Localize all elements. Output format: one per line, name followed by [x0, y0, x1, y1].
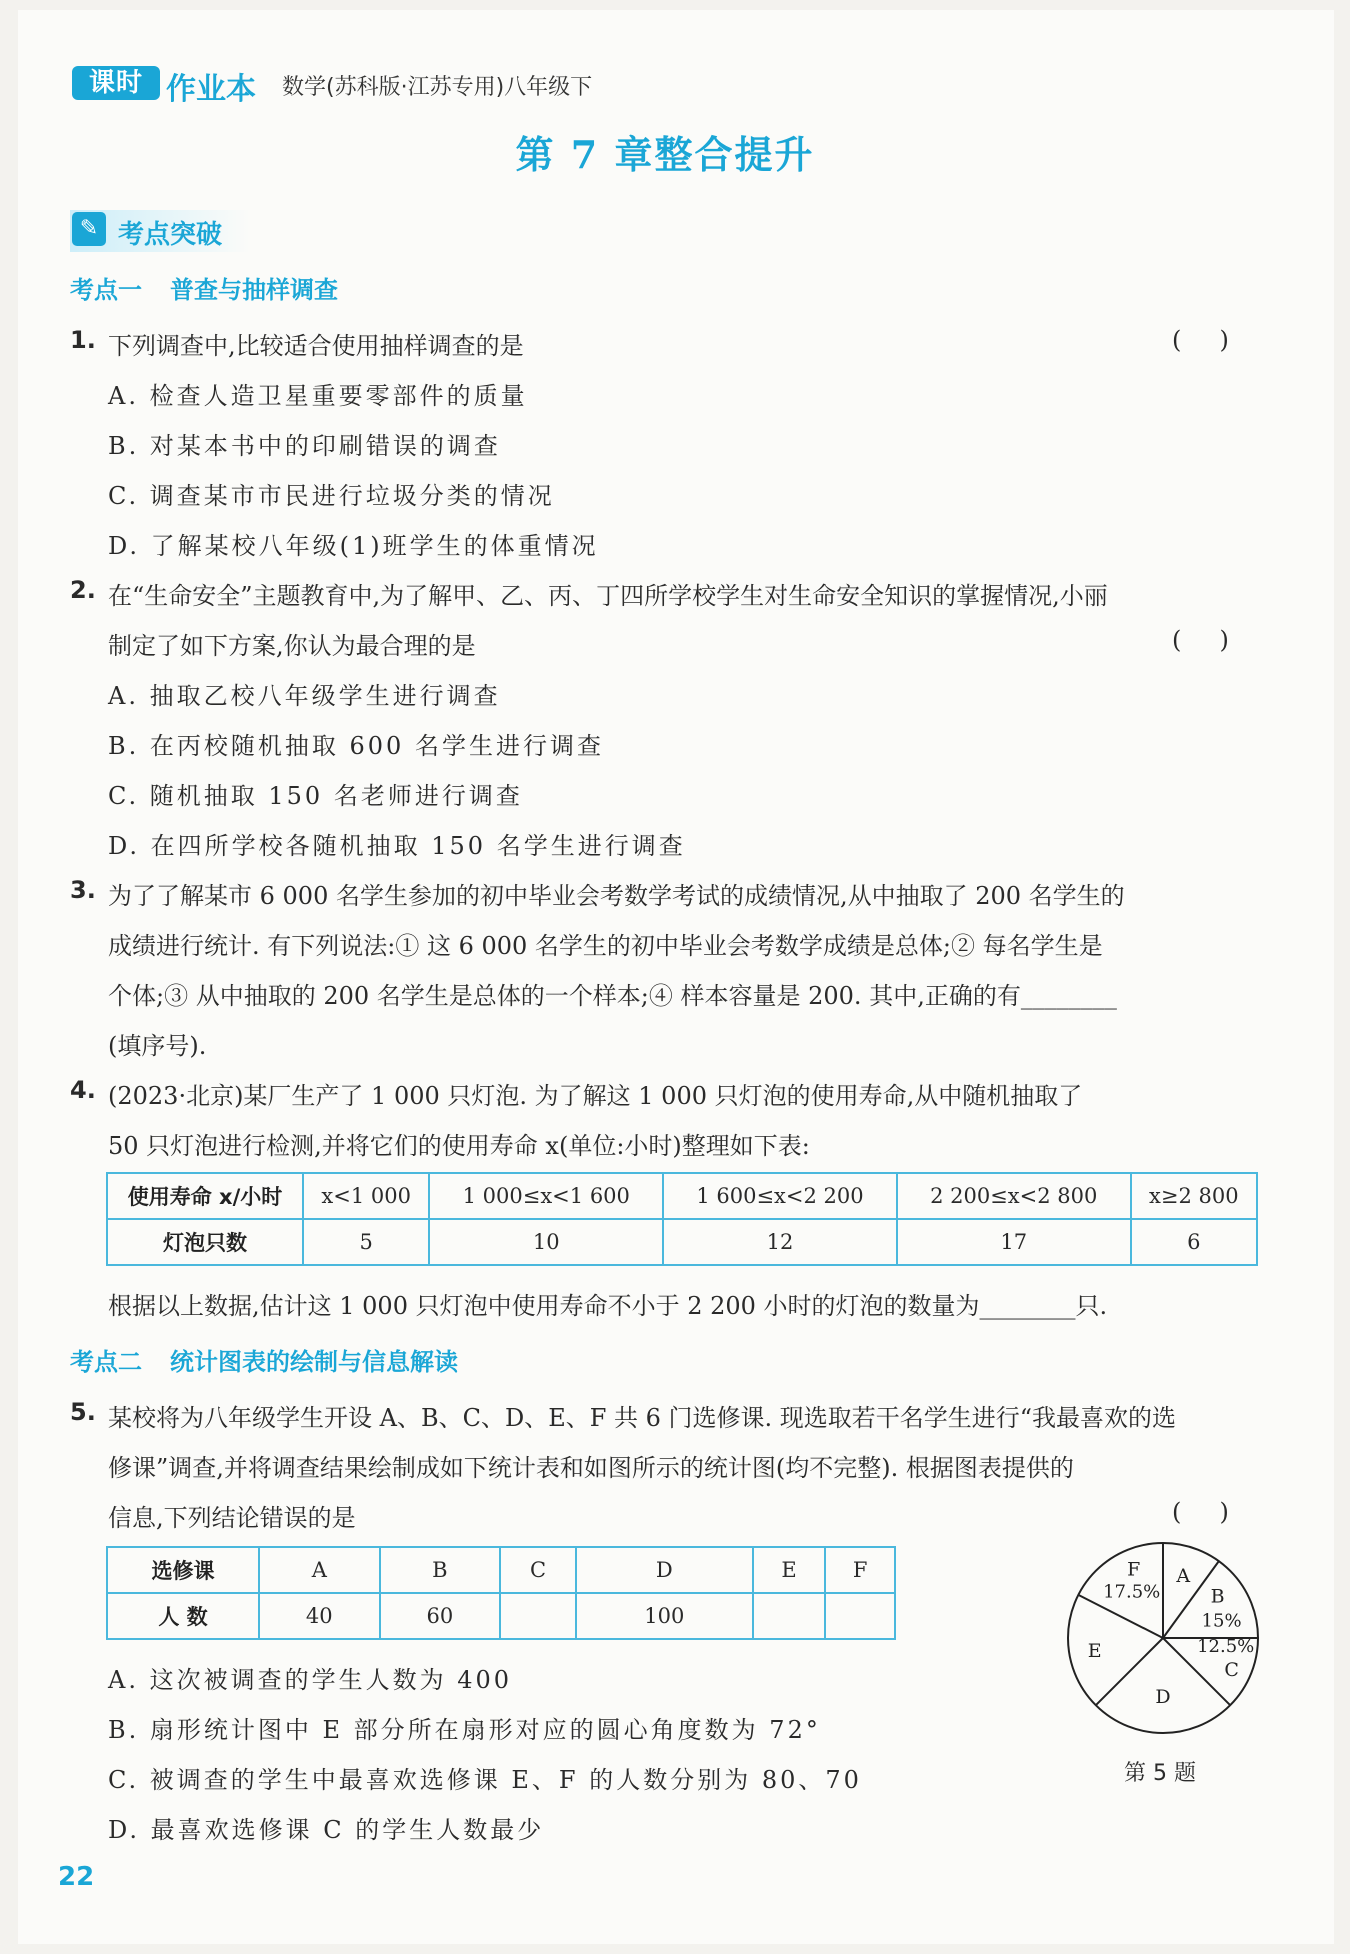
option-c: C. 调查某市市民进行垃圾分类的情况	[108, 482, 555, 510]
table-cell: 17	[897, 1219, 1131, 1265]
table-cell: 2 200≤x<2 800	[897, 1173, 1131, 1219]
option-c: C. 随机抽取 150 名老师进行调查	[108, 782, 523, 810]
edit-icon: ✎	[72, 212, 106, 246]
page-number: 22	[58, 1862, 95, 1892]
table-cell: 10	[429, 1219, 663, 1265]
option-a: A. 检查人造卫星重要零部件的质量	[108, 382, 528, 410]
answer-parentheses: ( )	[1172, 326, 1229, 354]
lifespan-table	[106, 1172, 1258, 1266]
key-point-text: 普查与抽样调查	[170, 276, 338, 304]
key-point-number: 考点二	[70, 1348, 142, 1376]
option-a: A. 这次被调查的学生人数为 400	[108, 1666, 513, 1694]
course-table	[106, 1546, 896, 1640]
question-stem-line: 为了了解某市 6 000 名学生参加的初中毕业会考数学考试的成绩情况,从中抽取了 200 名学生的	[108, 882, 1125, 910]
table-cell: 6	[1131, 1219, 1257, 1265]
question-stem-line: 在“生命安全”主题教育中,为了解甲、乙、丙、丁四所学校学生对生命安全知识的掌握情况,小丽	[108, 582, 1108, 610]
table-row-header: 灯泡只数	[107, 1219, 303, 1265]
pie-label-a: A	[1176, 1564, 1191, 1587]
option-a: A. 抽取乙校八年级学生进行调查	[108, 682, 501, 710]
table-cell: x≥2 800	[1131, 1173, 1257, 1219]
question-stem-line: 50 只灯泡进行检测,并将它们的使用寿命 x(单位:小时)整理如下表:	[108, 1132, 810, 1160]
table-row-header: 选修课	[107, 1547, 259, 1593]
option-b: B. 对某本书中的印刷错误的调查	[108, 432, 501, 460]
pie-label-f: F	[1127, 1558, 1141, 1581]
question-stem-line: 制定了如下方案,你认为最合理的是	[108, 632, 476, 660]
table-cell: 60	[380, 1593, 501, 1639]
question-stem-line: 成绩进行统计. 有下列说法:① 这 6 000 名学生的初中毕业会考数学成绩是总体;② 每名学生是	[108, 932, 1103, 960]
question-number: 1.	[70, 326, 96, 354]
option-d: D. 在四所学校各随机抽取 150 名学生进行调查	[108, 832, 686, 860]
pie-pct-c: 12.5%	[1197, 1635, 1255, 1657]
book-logo: 课时	[72, 66, 160, 100]
table-row-header: 人 数	[107, 1593, 259, 1639]
question-stem-line: 某校将为八年级学生开设 A、B、C、D、E、F 共 6 门选修课. 现选取若干名学生进行“我最喜欢的选	[108, 1404, 1177, 1432]
question-number: 3.	[70, 876, 96, 904]
option-b: B. 扇形统计图中 E 部分所在扇形对应的圆心角度数为 72°	[108, 1716, 821, 1744]
table-cell: x<1 000	[303, 1173, 429, 1219]
question-followup: 根据以上数据,估计这 1 000 只灯泡中使用寿命不小于 2 200 小时的灯泡的数量为________只.	[108, 1292, 1108, 1320]
key-point-text: 统计图表的绘制与信息解读	[170, 1348, 458, 1376]
question-stem-line: 修课”调查,并将调查结果绘制成如下统计表和如图所示的统计图(均不完整). 根据图表提供的	[108, 1454, 1074, 1482]
table-cell: 40	[259, 1593, 380, 1639]
option-d: D. 了解某校八年级(1)班学生的体重情况	[108, 532, 599, 560]
pie-chart	[1056, 1540, 1276, 1750]
table-cell: E	[753, 1547, 826, 1593]
chapter-title: 第 7 章整合提升	[515, 132, 815, 177]
pie-pct-b: 15%	[1201, 1610, 1242, 1632]
question-stem-line: (填序号).	[108, 1032, 207, 1060]
table-row	[107, 1593, 895, 1639]
table-row	[107, 1219, 1257, 1265]
table-cell	[500, 1593, 576, 1639]
table-cell	[753, 1593, 826, 1639]
table-row	[107, 1173, 1257, 1219]
question-stem: 下列调查中,比较适合使用抽样调查的是	[108, 332, 524, 360]
question-number: 5.	[70, 1398, 96, 1426]
section-label: 考点突破	[118, 220, 223, 250]
question-number: 2.	[70, 576, 96, 604]
table-cell	[825, 1593, 895, 1639]
key-point-2	[70, 1342, 486, 1377]
key-point-1	[70, 270, 366, 305]
option-b: B. 在丙校随机抽取 600 名学生进行调查	[108, 732, 604, 760]
table-cell: 100	[576, 1593, 753, 1639]
book-brand: 作业本	[166, 72, 256, 107]
table-cell: 1 000≤x<1 600	[429, 1173, 663, 1219]
table-cell: D	[576, 1547, 753, 1593]
pie-slice-boundary	[1096, 1638, 1163, 1705]
pie-label-c: C	[1224, 1658, 1239, 1681]
question-number: 4.	[70, 1076, 96, 1104]
table-cell: C	[500, 1547, 576, 1593]
table-cell: 1 600≤x<2 200	[663, 1173, 897, 1219]
table-cell: F	[825, 1547, 895, 1593]
answer-parentheses: ( )	[1172, 626, 1229, 654]
figure-caption: 第 5 题	[1124, 1761, 1196, 1786]
question-stem-line: (2023·北京)某厂生产了 1 000 只灯泡. 为了解这 1 000 只灯泡的使用寿命,从中随机抽取了	[108, 1082, 1083, 1110]
pie-label-d: D	[1155, 1686, 1171, 1708]
pie-label-b: B	[1210, 1585, 1225, 1608]
question-stem-line: 信息,下列结论错误的是	[108, 1504, 356, 1532]
table-cell: A	[259, 1547, 380, 1593]
table-row-header: 使用寿命 x/小时	[107, 1173, 303, 1219]
table-cell: 12	[663, 1219, 897, 1265]
table-cell: B	[380, 1547, 501, 1593]
key-point-number: 考点一	[70, 276, 142, 304]
pie-label-e: E	[1087, 1639, 1102, 1662]
table-cell: 5	[303, 1219, 429, 1265]
book-subtitle: 数学(苏科版·江苏专用)八年级下	[282, 75, 593, 100]
answer-parentheses: ( )	[1172, 1498, 1229, 1526]
option-c: C. 被调查的学生中最喜欢选修课 E、F 的人数分别为 80、70	[108, 1766, 862, 1794]
table-row	[107, 1547, 895, 1593]
question-stem-line: 个体;③ 从中抽取的 200 名学生是总体的一个样本;④ 样本容量是 200. 其中,正确的有________	[108, 982, 1117, 1010]
pie-pct-f: 17.5%	[1103, 1581, 1161, 1603]
option-d: D. 最喜欢选修课 C 的学生人数最少	[108, 1816, 545, 1844]
